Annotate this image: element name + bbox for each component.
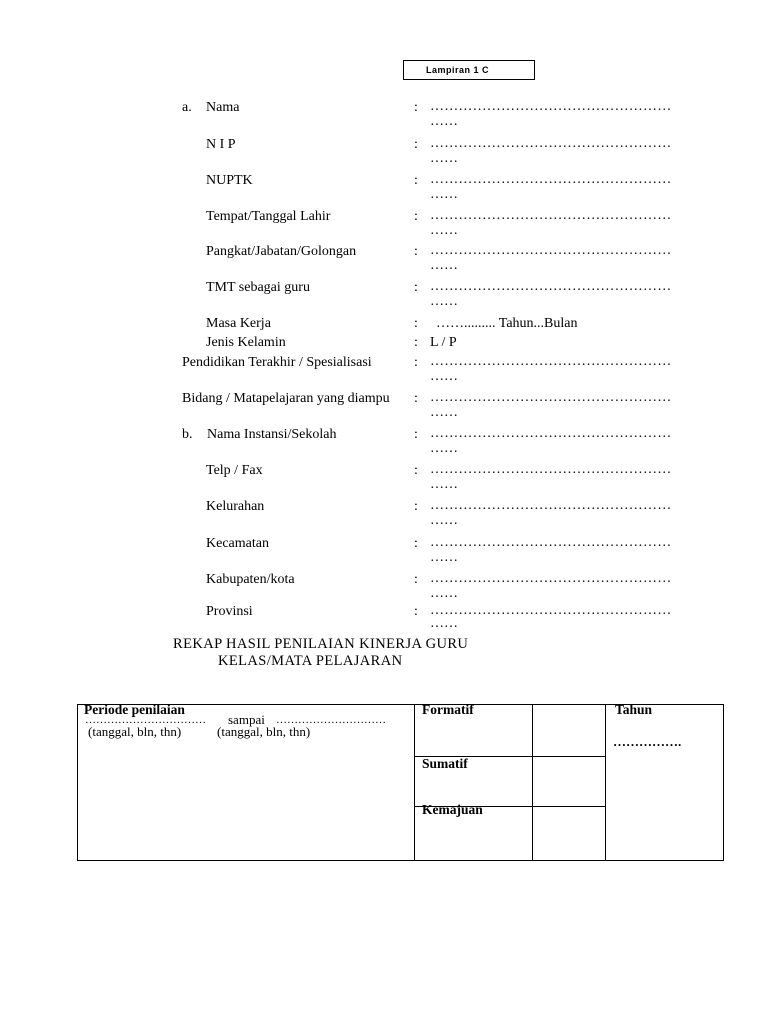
field-row-tempat-tanggal-lahir	[0, 209, 768, 245]
field-row-pangkat	[0, 244, 768, 280]
field-row-kecamatan	[0, 536, 768, 572]
field-colon: :	[414, 536, 418, 551]
field-dots-continued: ……	[430, 223, 458, 238]
field-row-bidang	[0, 391, 768, 427]
field-dots-continued: ……	[430, 114, 458, 129]
jenis-kelamin-value: L / P	[430, 335, 457, 350]
table-divider	[605, 705, 606, 860]
field-label: NUPTK	[206, 173, 253, 188]
field-row-nama	[0, 100, 768, 136]
field-row-provinsi	[0, 604, 768, 640]
field-row-nip	[0, 137, 768, 173]
periode-dots-right: …………………………	[276, 714, 386, 726]
field-label: Provinsi	[206, 604, 253, 619]
field-label: N I P	[206, 137, 236, 152]
field-label: Pendidikan Terakhir / Spesialisasi	[182, 355, 372, 370]
masa-kerja-value: ……......... Tahun...Bulan	[436, 316, 578, 331]
field-dots-continued: ……	[430, 151, 458, 166]
tanggal-right: (tanggal, bln, thn)	[217, 724, 311, 739]
field-label: Masa Kerja	[206, 316, 271, 331]
field-colon: :	[414, 316, 418, 331]
field-dots: ……………………………………………	[430, 390, 672, 405]
field-dots: ……………………………………………	[430, 243, 672, 258]
field-row-pendidikan	[0, 355, 768, 391]
field-colon: :	[414, 427, 418, 442]
field-label: Nama Instansi/Sekolah	[207, 427, 337, 442]
field-label: Nama	[206, 100, 240, 115]
field-dots-continued: ……	[430, 441, 458, 456]
kemajuan-label: Kemajuan	[422, 802, 483, 817]
field-label: Bidang / Matapelajaran yang diampu	[182, 391, 390, 406]
field-dots: ……………………………………………	[430, 99, 672, 114]
field-dots: ……………………………………………	[430, 498, 672, 513]
field-dots: ……………………………………………	[430, 603, 672, 618]
field-dots-continued: ……	[430, 369, 458, 384]
field-label: Telp / Fax	[206, 463, 263, 478]
field-colon: :	[414, 604, 418, 619]
lampiran-box: Lampiran 1 C	[403, 60, 535, 80]
field-dots: ……………………………………………	[430, 426, 672, 441]
field-dots: ……………………………………………	[430, 172, 672, 187]
rekap-table	[77, 704, 724, 861]
field-label: Tempat/Tanggal Lahir	[206, 209, 331, 224]
field-label: Kelurahan	[206, 499, 265, 514]
field-dots-continued: ……	[430, 258, 458, 273]
field-row-jenis-kelamin	[0, 335, 768, 355]
field-label: TMT sebagai guru	[206, 280, 310, 295]
field-dots: ……………………………………………	[430, 535, 672, 550]
field-dots: ……………………………………………	[430, 354, 672, 369]
field-colon: :	[414, 355, 418, 370]
section-a-prefix: a.	[182, 100, 192, 115]
field-colon: :	[414, 572, 418, 587]
field-dots-continued: ……	[430, 187, 458, 202]
sampai-label: sampai	[228, 712, 265, 727]
table-divider	[414, 705, 415, 860]
field-row-kelurahan	[0, 499, 768, 535]
field-colon: :	[414, 173, 418, 188]
field-dots-continued: ……	[430, 477, 458, 492]
field-label: Pangkat/Jabatan/Golongan	[206, 244, 357, 259]
formatif-label: Formatif	[422, 702, 474, 717]
field-colon: :	[414, 100, 418, 115]
field-dots-continued: ……	[430, 616, 458, 631]
field-label: Kecamatan	[206, 536, 269, 551]
field-colon: :	[414, 244, 418, 259]
field-colon: :	[414, 209, 418, 224]
field-row-tmt	[0, 280, 768, 316]
field-colon: :	[414, 499, 418, 514]
field-row-nama-instansi	[0, 427, 768, 463]
field-label: Kabupaten/kota	[206, 572, 295, 587]
periode-label: Periode penilaian	[84, 702, 185, 717]
table-divider	[532, 705, 533, 860]
field-dots: ……………………………………………	[430, 571, 672, 586]
field-colon: :	[414, 137, 418, 152]
field-dots-continued: ……	[430, 586, 458, 601]
tanggal-left: (tanggal, bln, thn)	[88, 724, 182, 739]
section-b-prefix: b.	[182, 427, 193, 442]
field-label: Jenis Kelamin	[206, 335, 286, 350]
field-dots: ……………………………………………	[430, 462, 672, 477]
field-colon: :	[414, 391, 418, 406]
field-colon: :	[414, 280, 418, 295]
sumatif-label: Sumatif	[422, 756, 468, 771]
field-dots: ……………………………………………	[430, 279, 672, 294]
field-dots: ……………………………………………	[430, 136, 672, 151]
form-subtitle: KELAS/MATA PELAJARAN	[218, 653, 403, 669]
field-dots-continued: ……	[430, 513, 458, 528]
field-dots-continued: ……	[430, 405, 458, 420]
tahun-dots: …………….	[613, 734, 682, 749]
field-dots: ……………………………………………	[430, 208, 672, 223]
field-row-telp-fax	[0, 463, 768, 499]
periode-dots-left: ……………………………	[85, 714, 206, 726]
form-title: REKAP HASIL PENILAIAN KINERJA GURU	[173, 636, 469, 652]
field-dots-continued: ……	[430, 294, 458, 309]
field-colon: :	[414, 463, 418, 478]
field-row-masa-kerja	[0, 316, 768, 336]
field-colon: :	[414, 335, 418, 350]
field-row-nuptk	[0, 173, 768, 209]
field-dots-continued: ……	[430, 550, 458, 565]
tahun-label: Tahun	[615, 702, 653, 717]
